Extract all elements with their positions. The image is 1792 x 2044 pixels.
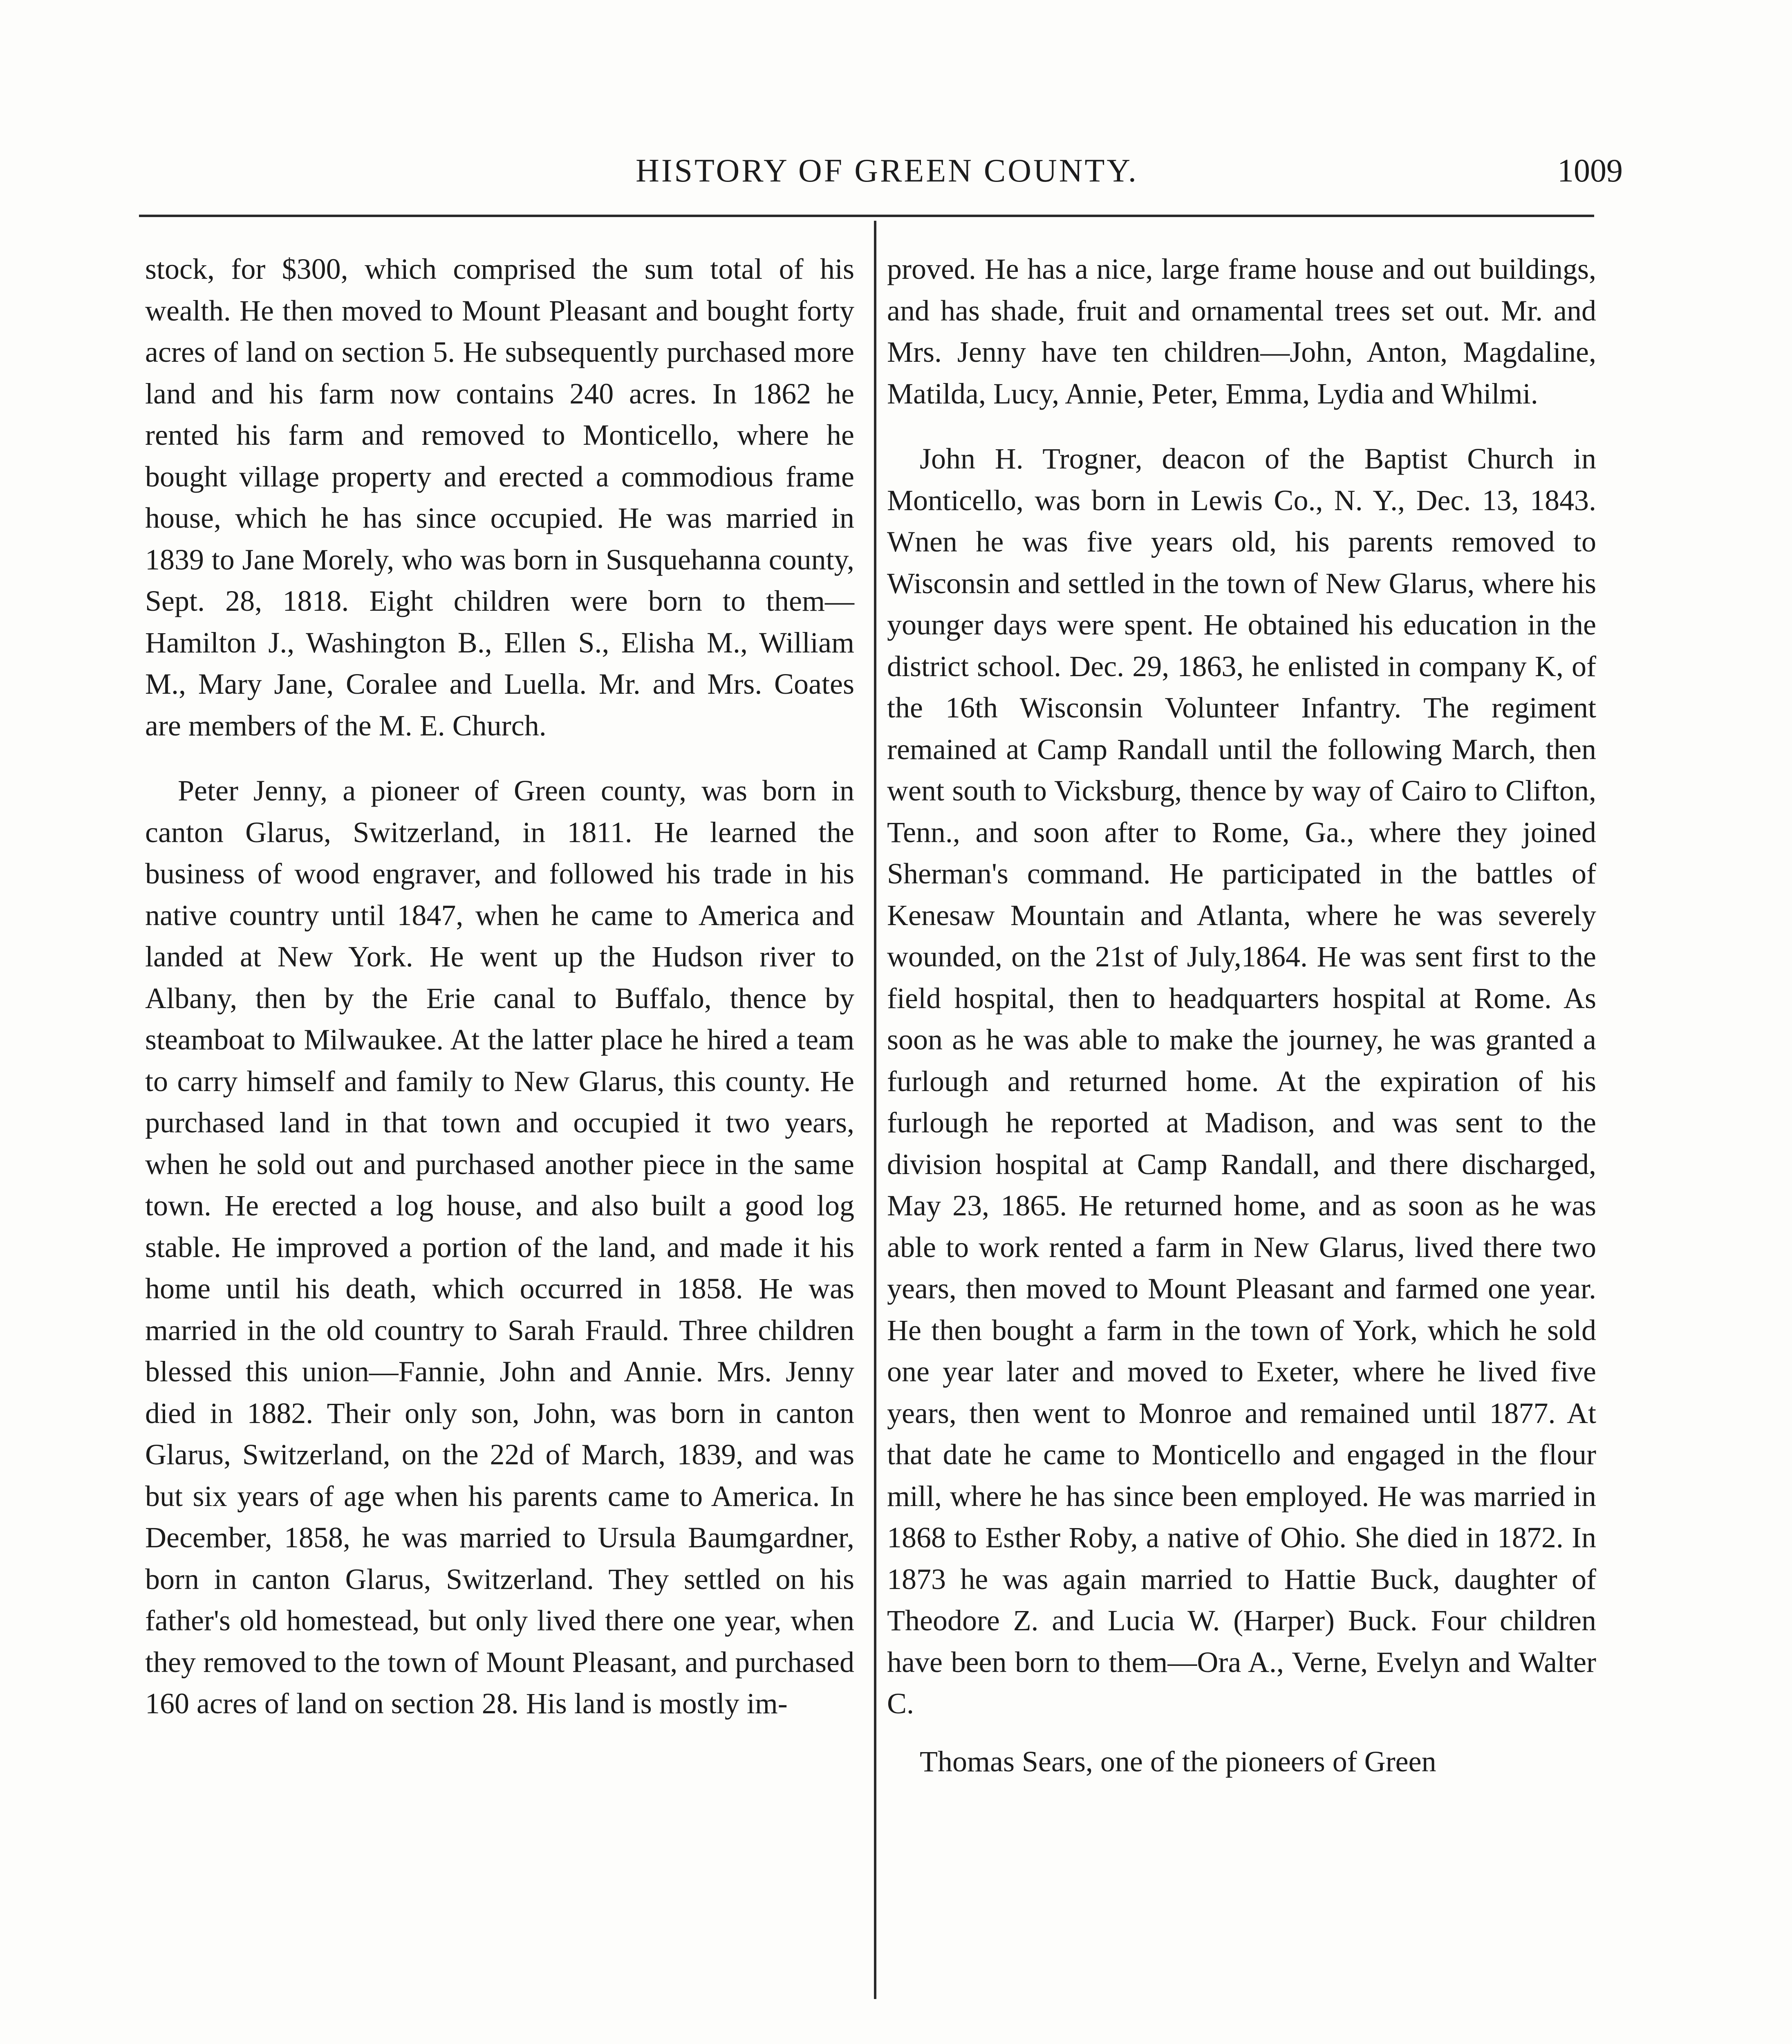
column-divider	[874, 221, 876, 1999]
right-column	[887, 249, 1596, 1782]
page-number: 1009	[1557, 153, 1623, 189]
paragraph-peter-jenny: Peter Jenny, a pioneer of Green county, was born in canton Glarus, Switzerland, in 1811. He learned the business of wood engraver, and followed his trade in his native country until 1847, when he came to America and landed at New York. He went up the Hudson river to Albany, then by the Erie canal to Buffalo, thence by steamboat to Milwaukee. At the latter place he hired a team to carry himself and family to New Glarus, this county. He purchased land in that town and occupied it two years, when he sold out and purchased another piece in the same town. He erected a log house, and also built a good log stable. He improved a portion of the land, and made it his home until his death, which occurred in 1858. He was married in the old country to Sarah Frauld. Three children blessed this union—Fannie, John and Annie. Mrs. Jenny died in 1882. Their only son, John, was born in canton Glarus, Switzerland, on the 22d of March, 1839, and was but six years of age when his parents came to America. In December, 1858, he was married to Ursula Baumgardner, born in canton Glarus, Switzerland. They settled on his father's old homestead, but only lived there one year, when they removed to the town of Mount Pleasant, and purchased 160 acres of land on section 28. His land is mostly im-	[145, 774, 854, 1720]
running-title: HISTORY OF GREEN COUNTY.	[636, 153, 1138, 189]
paragraph-jenny-continued: proved. He has a nice, large frame house and out buildings, and has shade, fruit and ornamental trees set out. Mr. and Mrs. Jenny have ten children—John, Anton, Magdaline, Matilda, Lucy, Annie, Peter, Emma, Lydia and Whilmi.	[887, 253, 1596, 410]
header-rule	[139, 215, 1594, 217]
left-column	[145, 249, 854, 1725]
paragraph-thomas-sears: Thomas Sears, one of the pioneers of Green	[920, 1745, 1436, 1778]
paragraph-john-trogner: John H. Trogner, deacon of the Baptist Church in Monticello, was born in Lewis Co., N. Y., Dec. 13, 1843. Wnen he was five years old, his parents removed to Wisconsin and settled in the town of New Glarus, where his younger days were spent. He obtained his education in the district school. Dec. 29, 1863, he enlisted in company K, of the 16th Wisconsin Volunteer Infantry. The regiment remained at Camp Randall until the following March, then went south to Vicksburg, thence by way of Cairo to Clifton, Tenn., and soon after to Rome, Ga., where they joined Sherman's command. He participated in the battles of Kenesaw Mountain and Atlanta, where he was severely wounded, on the 21st of July,1864. He was sent first to the field hospital, then to headquarters hospital at Rome. As soon as he was able to make the journey, he was granted a furlough and returned home. At the expiration of his furlough he reported at Madison, and was sent to the division hospital at Camp Randall, and there discharged, May 23, 1865. He returned home, and as soon as he was able to work rented a farm in New Glarus, lived there two years, then moved to Mount Pleasant and farmed one year. He then bought a farm in the town of York, which he sold one year later and moved to Exeter, where he lived five years, then went to Monroe and remained until 1877. At that date he came to Monticello and engaged in the flour mill, where he has since been employed. He was married in 1868 to Esther Roby, a native of Ohio. She died in 1872. In 1873 he was again married to Hattie Buck, daughter of Theodore Z. and Lucia W. (Harper) Buck. Four children have been born to them—Ora A., Verne, Evelyn and Walter C.	[887, 442, 1596, 1720]
paragraph-coates-continued: stock, for $300, which comprised the sum total of his wealth. He then moved to Mount Pleasant and bought forty acres of land on section 5. He subsequently purchased more land and his farm now contains 240 acres. In 1862 he rented his farm and removed to Monticello, where he bought village property and erected a commodious frame house, which he has since occupied. He was married in 1839 to Jane Morely, who was born in Susquehanna county, Sept. 28, 1818. Eight children were born to them—Hamilton J., Washington B., Ellen S., Elisha M., William M., Mary Jane, Coralee and Luella. Mr. and Mrs. Coates are members of the M. E. Church.	[145, 253, 854, 742]
